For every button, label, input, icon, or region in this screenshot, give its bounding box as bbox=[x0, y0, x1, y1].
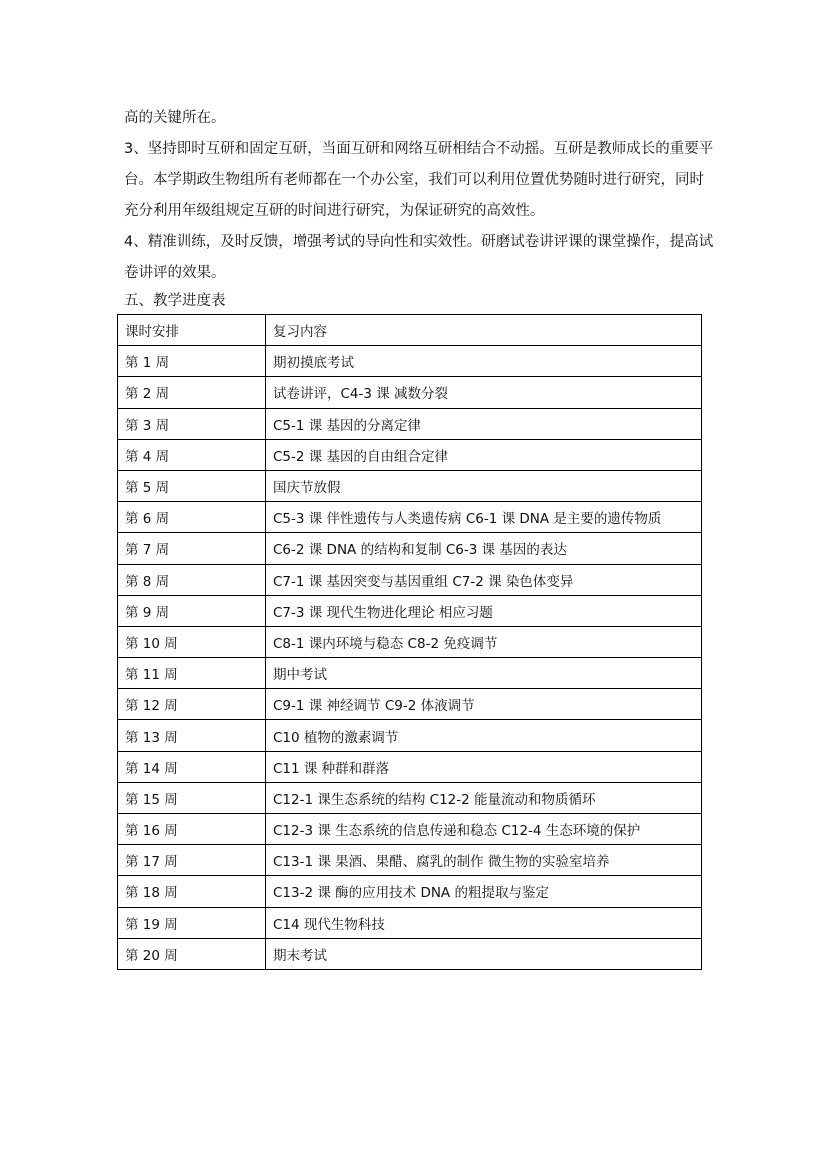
cell-content: C12-3 课 生态系统的信息传递和稳态 C12-4 生态环境的保护 bbox=[266, 814, 702, 845]
header-cell-content: 复习内容 bbox=[266, 315, 702, 346]
cell-period: 第 18 周 bbox=[118, 876, 266, 907]
cell-content: C5-3 课 伴性遗传与人类遗传病 C6-1 课 DNA 是主要的遗传物质 bbox=[266, 502, 702, 533]
cell-content: C10 植物的激素调节 bbox=[266, 720, 702, 751]
paragraph-continuation: 高的关键所在。 bbox=[124, 110, 226, 126]
table-row bbox=[118, 346, 702, 377]
table-row bbox=[118, 814, 702, 845]
cell-period: 第 6 周 bbox=[118, 502, 266, 533]
cell-content: C5-2 课 基因的自由组合定律 bbox=[266, 439, 702, 470]
cell-content: C12-1 课生态系统的结构 C12-2 能量流动和物质循环 bbox=[266, 782, 702, 813]
cell-period: 第 1 周 bbox=[118, 346, 266, 377]
table-header-row bbox=[118, 315, 702, 346]
table-row bbox=[118, 564, 702, 595]
cell-period: 第 16 周 bbox=[118, 814, 266, 845]
cell-period: 第 7 周 bbox=[118, 533, 266, 564]
table-row bbox=[118, 876, 702, 907]
table-row bbox=[118, 408, 702, 439]
cell-content: 期末考试 bbox=[266, 938, 702, 969]
cell-period: 第 20 周 bbox=[118, 938, 266, 969]
cell-period: 第 17 周 bbox=[118, 845, 266, 876]
cell-period: 第 2 周 bbox=[118, 377, 266, 408]
table-row bbox=[118, 626, 702, 657]
cell-content: 国庆节放假 bbox=[266, 470, 702, 501]
cell-content: 期中考试 bbox=[266, 658, 702, 689]
cell-period: 第 3 周 bbox=[118, 408, 266, 439]
paragraph-item-3: 3、坚持即时互研和固定互研，当面互研和网络互研相结合不动摇。互研是教师成长的重要平台。本学期政生物组所有老师都在一个办公室，我们可以利用位置优势随时进行研究，同时充分利用年级组规定互研的时间进行研究，为保证研究的高效性。 bbox=[124, 141, 714, 219]
cell-content: C8-1 课内环境与稳态 C8-2 免疫调节 bbox=[266, 626, 702, 657]
table-row bbox=[118, 845, 702, 876]
cell-period: 第 10 周 bbox=[118, 626, 266, 657]
table-row bbox=[118, 658, 702, 689]
table-row bbox=[118, 938, 702, 969]
cell-content: 试卷讲评，C4-3 课 减数分裂 bbox=[266, 377, 702, 408]
cell-content: C13-2 课 酶的应用技术 DNA 的粗提取与鉴定 bbox=[266, 876, 702, 907]
cell-period: 第 12 周 bbox=[118, 689, 266, 720]
cell-content: C5-1 课 基因的分离定律 bbox=[266, 408, 702, 439]
cell-content: C14 现代生物科技 bbox=[266, 907, 702, 938]
cell-period: 第 9 周 bbox=[118, 595, 266, 626]
cell-period: 第 14 周 bbox=[118, 751, 266, 782]
cell-period: 第 19 周 bbox=[118, 907, 266, 938]
paragraph-item-4: 4、精准训练，及时反馈，增强考试的导向性和实效性。研磨试卷讲评课的课堂操作，提高试卷讲评的效果。 bbox=[124, 234, 714, 281]
cell-content: C7-3 课 现代生物进化理论 相应习题 bbox=[266, 595, 702, 626]
schedule-table bbox=[117, 314, 702, 970]
table-row bbox=[118, 907, 702, 938]
section-title: 五、教学进度表 bbox=[124, 293, 226, 309]
table-row bbox=[118, 595, 702, 626]
table-row bbox=[118, 502, 702, 533]
table-row bbox=[118, 533, 702, 564]
table-row bbox=[118, 751, 702, 782]
cell-period: 第 5 周 bbox=[118, 470, 266, 501]
cell-content: C13-1 课 果酒、果醋、腐乳的制作 微生物的实验室培养 bbox=[266, 845, 702, 876]
cell-content: C7-1 课 基因突变与基因重组 C7-2 课 染色体变异 bbox=[266, 564, 702, 595]
cell-content: C6-2 课 DNA 的结构和复制 C6-3 课 基因的表达 bbox=[266, 533, 702, 564]
cell-content: 期初摸底考试 bbox=[266, 346, 702, 377]
cell-period: 第 13 周 bbox=[118, 720, 266, 751]
table-row bbox=[118, 439, 702, 470]
table-row bbox=[118, 377, 702, 408]
cell-period: 第 4 周 bbox=[118, 439, 266, 470]
table-row bbox=[118, 470, 702, 501]
cell-period: 第 15 周 bbox=[118, 782, 266, 813]
cell-period: 第 11 周 bbox=[118, 658, 266, 689]
header-cell-period: 课时安排 bbox=[118, 315, 266, 346]
cell-content: C11 课 种群和群落 bbox=[266, 751, 702, 782]
table-row bbox=[118, 720, 702, 751]
cell-content: C9-1 课 神经调节 C9-2 体液调节 bbox=[266, 689, 702, 720]
table-row bbox=[118, 689, 702, 720]
table-row bbox=[118, 782, 702, 813]
cell-period: 第 8 周 bbox=[118, 564, 266, 595]
